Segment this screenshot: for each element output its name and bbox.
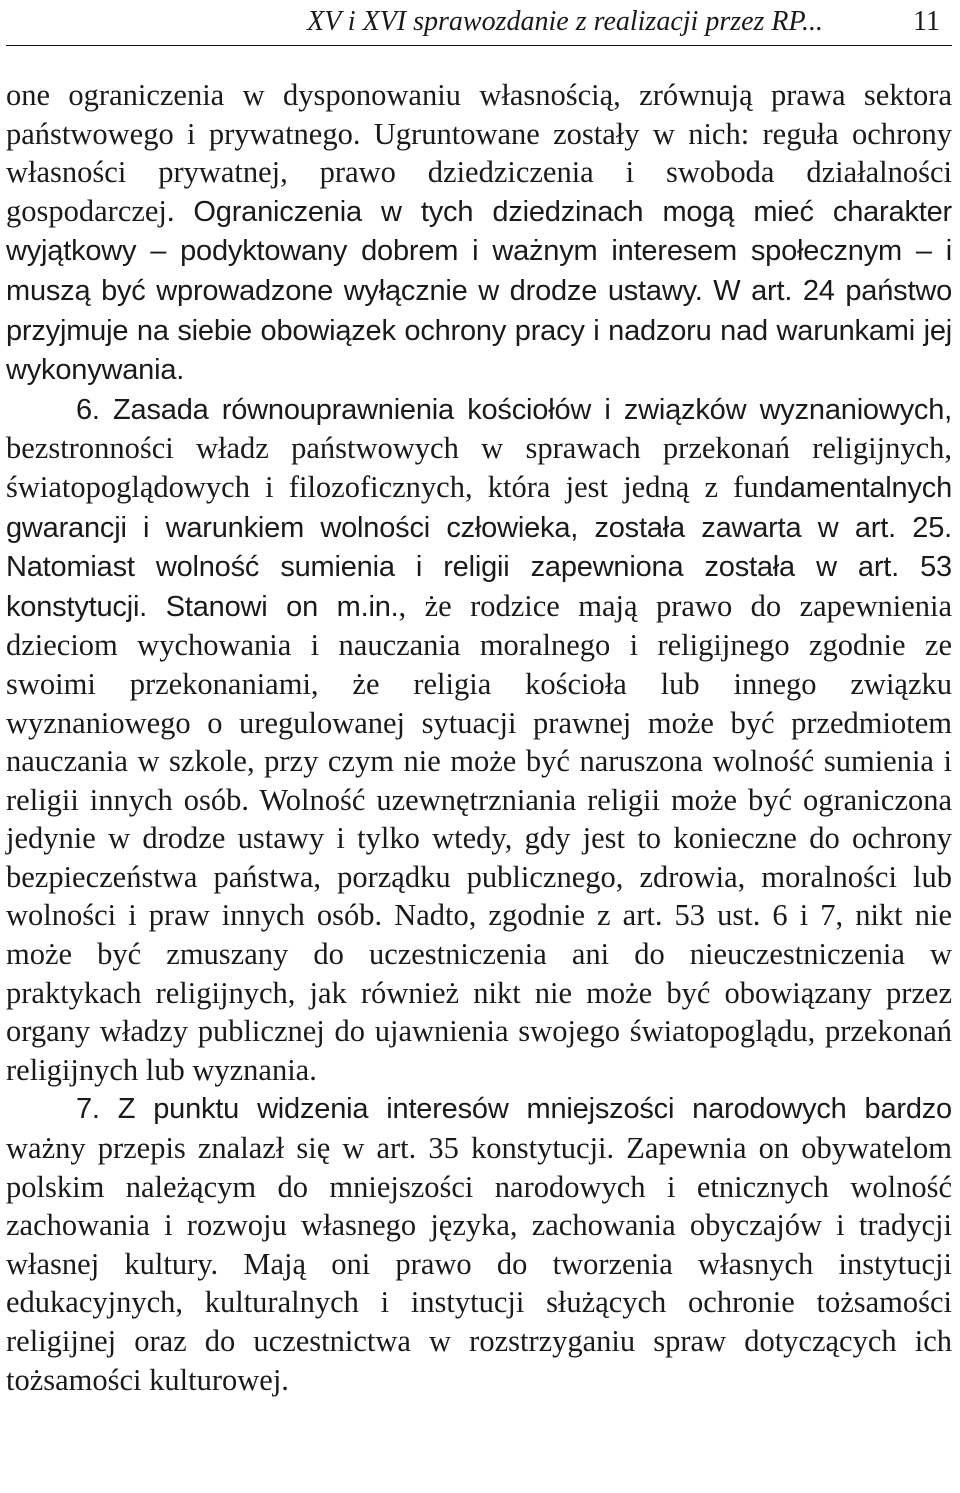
text-run: , że rodzice mają prawo do zapewnienia dzieciom wychowania i nauczania moralnego i religijnego zgodnie ze swoimi przekonaniami, że religia kościoła lub innego związku wyznaniowego o uregulowanej sytuacji prawnej może być przedmiotem nauczania w szkole, przy czym nie może być naruszona wolność sumienia i religii innych osób. Wolność uzewnętrzniania religii może być ograniczona jedynie w drodze ustawy i tylko wtedy, gdy jest to konieczne do ochrony bezpieczeństwa państwa, porządku publicznego, zdrowia, moralności lub wolności i praw innych osób. Nadto, zgodnie z art. 53 ust. 6 i 7, nikt nie może być zmuszany do uczestniczenia ani do nieuczestniczenia w praktykach religijnych, jak również nikt nie może być obowiązany przez organy władzy publicznej do ujawnienia swojego światopoglądu, przekonań religijnych lub wyznania. [6, 588, 952, 1087]
page-number: 11 [913, 6, 940, 37]
paragraph-religious-freedom [6, 390, 952, 1090]
text-run: ważny przepis znalazł się w art. 35 konstytucji. Zapewnia on obywatelom polskim należącym do mniejszości narodowych i etnicznych wolność zachowania i rozwoju własnego języka, zachowania obyczajów i tradycji własnej kultury. Mają oni prawo do tworzenia własnych instytucji edukacyjnych, kulturalnych i instytucji służących ochronie tożsamości religijnej oraz do uczestnictwa w rozstrzyganiu spraw dotyczących ich tożsamości kulturowej. [6, 1131, 952, 1397]
paragraph-property-restrictions [6, 76, 952, 390]
text-run: 6. Zasada równouprawnienia kościołów i związków wyznaniowych, [76, 393, 952, 426]
paragraph-national-minorities [6, 1089, 952, 1399]
text-run: bezstronności władz państwowych w sprawach przekonań religijnych, światopoglądowych i filozoficznych, która jest jedną z fun [6, 431, 952, 504]
text-run: damentalnych gwarancji i warunkiem wolności człowieka, została zawarta w art. 25. Natomiast wolność sumienia i religii zapewniona została w art. 53 konstytucji. Stanowi on m.in. [6, 471, 952, 623]
running-title: XV i XVI sprawozdanie z realizacji przez RP... [307, 6, 824, 37]
text-run: Ograniczenia w tych dziedzinach mogą mieć charakter wyjątkowy – podyktowany dobrem i ważnym interesem społecznym – i muszą być wprowadzone wyłącznie w drodze ustawy. W art. 24 państwo przyjmuje na siebie obowiązek ochrony pracy i nadzoru nad warunkami jej wykonywania. [6, 195, 952, 387]
body-text [6, 76, 952, 1399]
running-header [6, 0, 952, 46]
text-run: 7. Z punktu widzenia interesów mniejszości narodowych bardzo [76, 1093, 952, 1126]
text-run: one ograniczenia w dysponowaniu własnością, zrównują prawa sektora państwowego i prywatnego. Ugruntowane zostały w nich: reguła ochrony własności prywatnej, prawo dziedziczenia i swoboda działalności gospodarczej. [6, 78, 952, 228]
